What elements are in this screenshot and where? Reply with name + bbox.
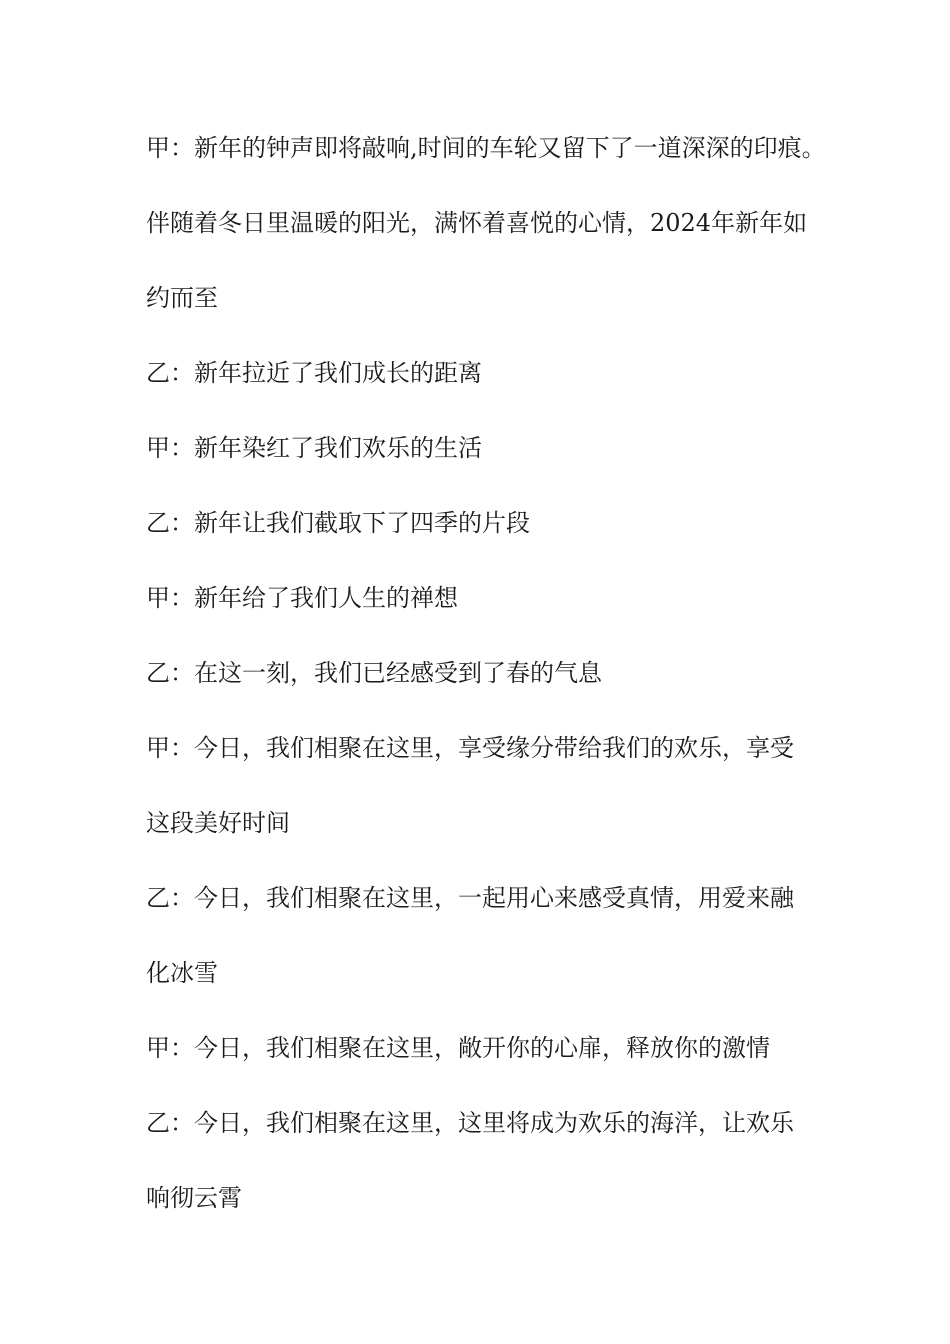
text-line: 乙：今日，我们相聚在这里，这里将成为欢乐的海洋，让欢乐: [146, 1109, 794, 1137]
text-line: 乙：新年让我们截取下了四季的片段: [146, 509, 530, 537]
text-line: 乙：今日，我们相聚在这里，一起用心来感受真情，用爱来融: [146, 884, 794, 912]
text-line: 约而至: [146, 284, 218, 312]
text-line: 甲：今日，我们相聚在这里，敞开你的心扉，释放你的激情: [146, 1034, 770, 1062]
text-line: 甲：新年给了我们人生的禅想: [146, 584, 458, 612]
text-line: 响彻云霄: [146, 1184, 242, 1212]
text-line: 伴随着冬日里温暖的阳光，满怀着喜悦的心情，2024年新年如: [146, 209, 808, 237]
text-line: 甲：新年染红了我们欢乐的生活: [146, 434, 482, 462]
text-line: 化冰雪: [146, 959, 218, 987]
text-line: 甲：今日，我们相聚在这里，享受缘分带给我们的欢乐，享受: [146, 734, 794, 762]
text-line: 甲：新年的钟声即将敲响,时间的车轮又留下了一道深深的印痕。: [146, 134, 826, 162]
text-line: 乙：新年拉近了我们成长的距离: [146, 359, 482, 387]
text-line: 这段美好时间: [146, 809, 290, 837]
text-line: 乙：在这一刻，我们已经感受到了春的气息: [146, 659, 602, 687]
